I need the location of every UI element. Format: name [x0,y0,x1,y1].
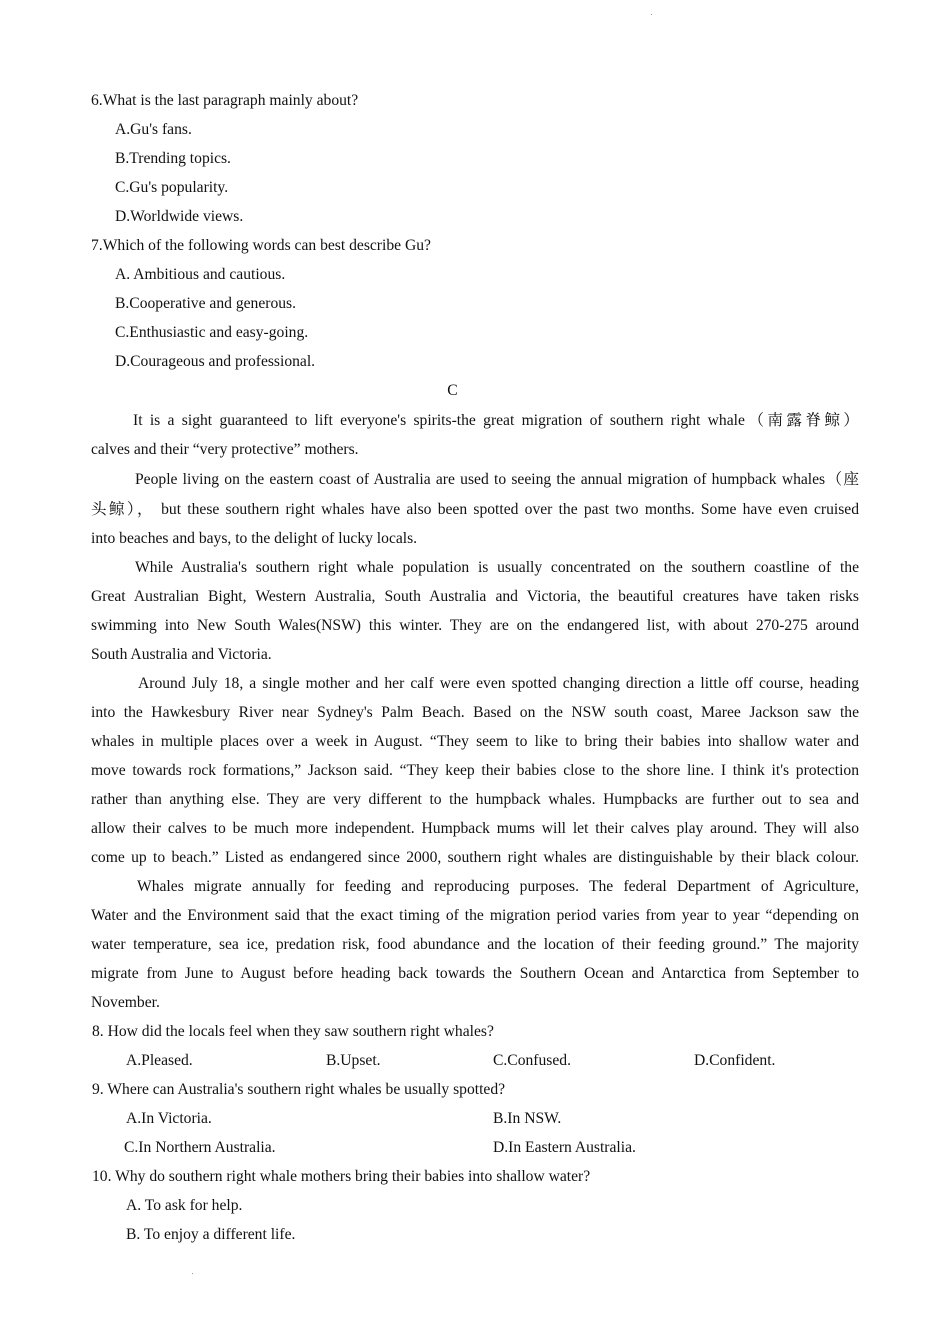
question-10: 10. Why do southern right whale mothers bring their babies into shallow water? [92,1168,591,1185]
passage-line: allow their calves to be much more independent. Humpback mums will let their calves play around. They will also [91,820,859,837]
passage-line: into the Hawkesbury River near Sydney's Palm Beach. Based on the NSW south coast, Maree Jackson saw the [91,704,859,721]
q8-option-b: B.Upset. [326,1052,381,1069]
question-6: 6.What is the last paragraph mainly about? [91,92,359,109]
passage-line: Water and the Environment said that the exact timing of the migration period varies from year to year “depending on [91,907,859,924]
q10-option-b: B. To enjoy a different life. [126,1226,296,1243]
q10-option-a: A. To ask for help. [126,1197,243,1214]
passage-line: It is a sight guaranteed to lift everyone's spirits-the great migration of southern right whale（南露脊鲸） [133,412,859,429]
question-7: 7.Which of the following words can best describe Gu? [91,237,431,254]
passage-line: migrate from June to August before heading back towards the Southern Ocean and Antarctica from September to [91,965,859,982]
passage-line: November. [91,994,160,1011]
passage-line: calves and their “very protective” mothers. [91,441,359,458]
q6-option-d: D.Worldwide views. [115,208,244,225]
question-8: 8. How did the locals feel when they saw southern right whales? [92,1023,494,1040]
q7-option-d: D.Courageous and professional. [115,353,316,370]
passage-line: While Australia's southern right whale population is usually concentrated on the southern coastline of the [135,559,859,576]
passage-line: swimming into New South Wales(NSW) this winter. They are on the endangered list, with about 270-275 around [91,617,859,634]
q9-option-d: D.In Eastern Australia. [493,1139,636,1156]
q8-option-c: C.Confused. [493,1052,571,1069]
q6-option-a: A.Gu's fans. [115,121,192,138]
passage-line: come up to beach.” Listed as endangered since 2000, southern right whales are distinguishable by their black colour. [91,849,859,866]
passage-line: whales in multiple places over a week in August. “They seem to like to bring their babies into shallow water and [91,733,859,750]
q6-option-b: B.Trending topics. [115,150,231,167]
q9-option-c: C.In Northern Australia. [124,1139,276,1156]
question-9: 9. Where can Australia's southern right whales be usually spotted? [92,1081,506,1098]
passage-line: rather than anything else. They are very different to the humpback whales. Humpbacks are further out to sea and [91,791,859,808]
passage-line: into beaches and bays, to the delight of lucky locals. [91,530,418,547]
passage-line: South Australia and Victoria. [91,646,272,663]
q6-option-c: C.Gu's popularity. [115,179,229,196]
passage-line: 头鲸）， but these southern right whales have also been spotted over the past two months. Some have even cruised [91,501,859,518]
q8-option-d: D.Confident. [694,1052,776,1069]
passage-line: move towards rock formations,” Jackson said. “They keep their babies close to the shore line. I think it's protection [91,762,859,779]
passage-line: People living on the eastern coast of Australia are used to seeing the annual migration of humpback whales（座 [135,471,859,488]
scan-dot [651,14,652,15]
scan-dot [192,1273,193,1274]
q7-option-c: C.Enthusiastic and easy-going. [115,324,309,341]
passage-line: Whales migrate annually for feeding and reproducing purposes. The federal Department of Agriculture, [137,878,859,895]
q9-option-b: B.In NSW. [493,1110,562,1127]
passage-line: Great Australian Bight, Western Australia, South Australia and Victoria, the beautiful creatures have taken risks [91,588,859,605]
section-label: C [447,382,458,399]
passage-line: water temperature, sea ice, predation risk, food abundance and the location of their feeding ground.” The majority [91,936,859,953]
q7-option-b: B.Cooperative and generous. [115,295,297,312]
q9-option-a: A.In Victoria. [126,1110,212,1127]
passage-line: Around July 18, a single mother and her calf were even spotted changing direction a little off course, heading [138,675,859,692]
q7-option-a: A. Ambitious and cautious. [115,266,286,283]
q8-option-a: A.Pleased. [126,1052,193,1069]
